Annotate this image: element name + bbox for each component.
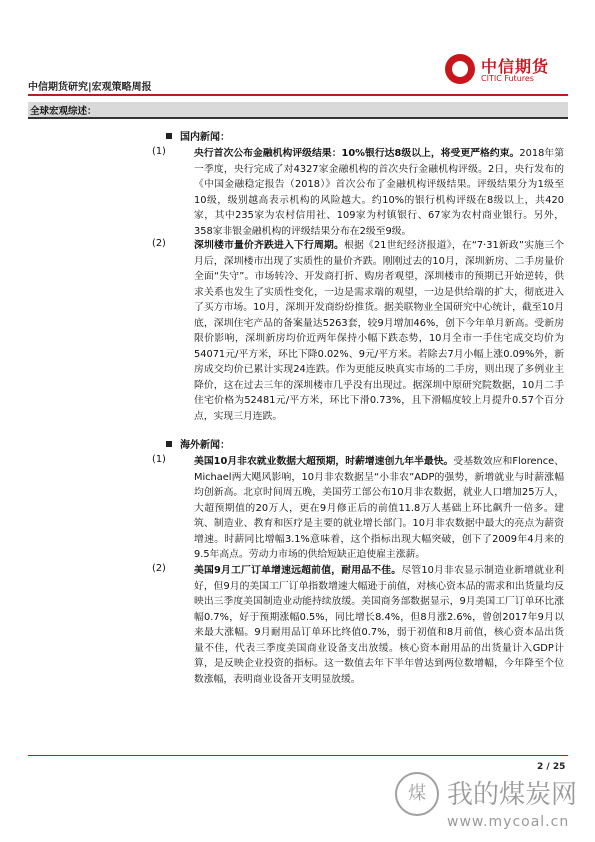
news-lead: 深圳楼市量价齐跌进入下行周期。: [194, 240, 345, 251]
section-header: [28, 102, 568, 119]
news-body: 根据《21世纪经济报道》，在“7·31新政”实施三个月后，深圳楼市出现了实质性的量价齐跌。刚刚过去的10月，深圳新房、二手房量价全面“失守”。市场转冷、开发商打折、购房者观望，深圳楼市的预期已开始逆转，供求关系也发生了实质性变化，一边是需求端的观望，一边是供给端的扩大，彻底进入了买方市场。10月，深圳开发商纷纷推货。据美联物业全国研究中心统计，截至10月底，深圳住宅产品的备案量达5263套，较9月增加46%，创下今年单月新高。受新房限价影响，深圳新房均价近两年保持小幅下跌态势，10月全市一手住宅成交均价为54071元/平方米，环比下降0.02%、9元/平方米。若除去7月小幅上涨0.09%外，新房成交均价已累计实现24连跌。作为更能反映真实市场的二手房，则出现了多例业主降价，这在过去三年的深圳楼市几乎没有出现过。据深圳中原研究院数据，10月二手住宅价格为52481元/平方米，环比下滑0.73%，且下滑幅度较上月提升0.57个百分点，实现三月连跌。: [194, 240, 565, 422]
news-body: 2018年第一季度，央行完成了对4327家金融机构的首次央行金融机构评级。2日，央行发布的《中国金融稳定报告（2018）》首次公布了金融机构评级结果。评级结果分为1级至10级，级别越高表示机构的风险越大。约10%的银行机构评级在8级以上，共420家，其中235家为农村信用社、109家为村镇银行、67家为农村商业银行。另外，358家非银金融机构的评级结果分布在2级至9级。: [194, 148, 565, 237]
item-number: (2): [152, 563, 166, 574]
bullet-square-icon: [166, 441, 172, 447]
news-paragraph: [194, 454, 564, 563]
news-lead: 美国9月工厂订单增速远超前值，耐用品不佳。: [194, 565, 402, 576]
section-title: 全球宏观综述：: [30, 106, 97, 117]
item-number: (1): [152, 454, 166, 465]
news-paragraph: [194, 146, 564, 239]
news-lead: 央行首次公布金融机构评级结果：10%银行达8级以上，将受更严格约束。: [194, 148, 520, 159]
mycoal-logo-icon: 煤: [395, 772, 439, 816]
page-number: 2 / 25: [537, 762, 566, 772]
domestic-news-heading: [166, 128, 230, 143]
watermark: [395, 772, 595, 842]
item-number: (1): [152, 146, 166, 157]
domestic-news-label: 国内新闻：: [180, 132, 230, 143]
watermark-url: www.mycoal.cn: [447, 814, 570, 830]
bullet-square-icon: [166, 133, 172, 139]
logo-english-name: CITIC Futures: [481, 74, 534, 83]
header-divider: [28, 94, 568, 96]
footer-divider: [28, 755, 568, 756]
news-paragraph: [194, 563, 564, 687]
overseas-news-label: 海外新闻：: [180, 440, 230, 451]
news-lead: 美国10月非农就业数据大超预期，时薪增速创九年半最快。: [194, 456, 454, 467]
overseas-news-heading: [166, 436, 230, 451]
news-body: 尽管10月非农显示制造业新增就业利好，但9月的美国工厂订单指数增速大幅逊于前值，对核心资本品的需求和出货量均反映出三季度美国制造业动能持续放缓。美国商务部数据显示，9月美国工厂订单环比涨幅0.7%，好于预期涨幅0.5%，同比增长8.4%，但8月涨2.6%，曾创2017年9月以来最大涨幅。9月耐用品订单环比终值0.7%，弱于初值和8月前值，核心资本品出货量不佳，代表三季度美国商业设备支出放缓。核心资本耐用品的出货量计入GDP计算，是反映企业投资的指标。这一数值去年下半年曾达到两位数增幅，今年降至个位数涨幅，表明商业设备开支明显放缓。: [194, 565, 564, 685]
news-paragraph: [194, 238, 564, 424]
citic-logo-icon: [445, 54, 475, 84]
watermark-text: 我的煤炭网: [447, 780, 578, 810]
item-number: (2): [152, 238, 166, 249]
citic-futures-logo: [445, 52, 565, 92]
logo-chinese-name: 中信期货: [481, 57, 550, 76]
report-title: 中信期货研究|宏观策略周报: [28, 82, 152, 93]
news-body: 受基数效应和Florence、Michael两大飓风影响，10月非农数据呈“小非农”ADP的强势，新增就业与时薪涨幅均创新高。北京时间周五晚，美国劳工部公布10月非农数据，就业人口增加25万人，大超预期值的20万人，更在9月修正后的前值11.8万人基础上环比飙升一倍多。建筑、制造业、教育和医疗是主要的就业增长部门。10月非农数据中最大的亮点为薪资增速。时薪同比增幅3.1%意味着，这个指标出现大幅突破，创下了2009年4月来的9.5年高点。劳动力市场的供给短缺正迫使雇主涨薪。: [194, 456, 564, 560]
